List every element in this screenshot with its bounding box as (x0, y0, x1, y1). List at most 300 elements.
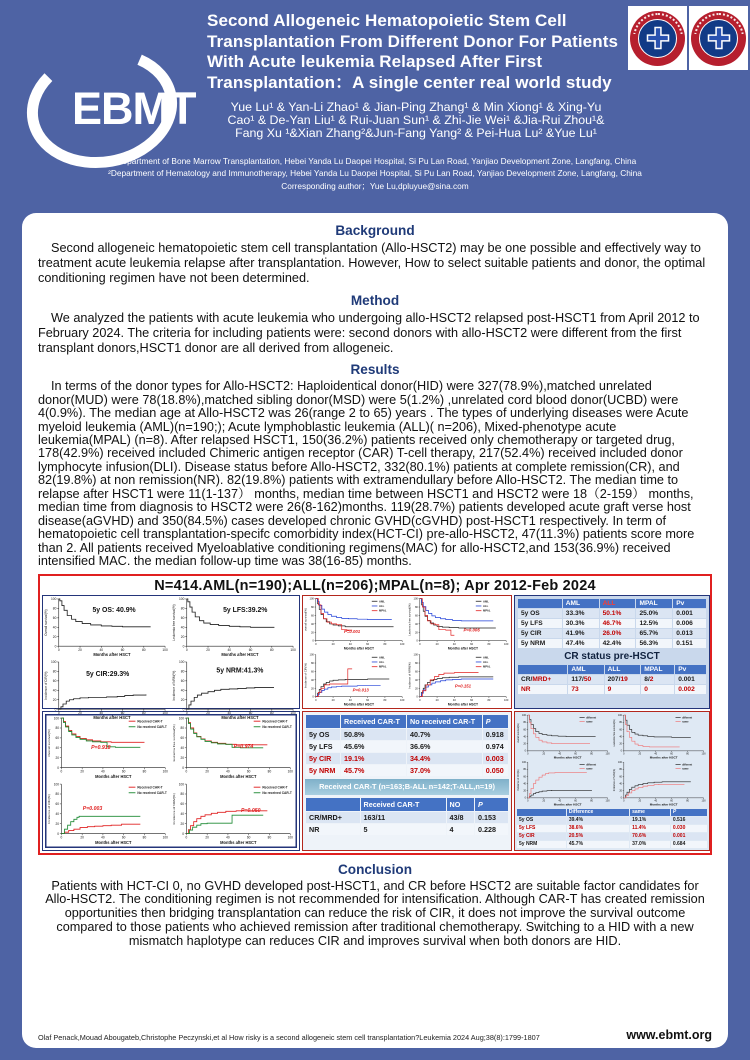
plot-lfs-by-disease (407, 596, 511, 652)
svg-text:60: 60 (248, 647, 253, 652)
cart-subgroup-heading: Received CAR-T (n=163;B-ALL n=142;T-ALL,n=19) (305, 779, 509, 795)
svg-text:80: 80 (619, 768, 623, 772)
svg-text:20: 20 (78, 710, 82, 715)
svg-text:Incidence of CIR(%): Incidence of CIR(%) (44, 671, 49, 700)
svg-text:Months after HSCT: Months after HSCT (93, 651, 131, 657)
plot-os-by-donor (516, 713, 612, 761)
svg-text:100: 100 (53, 781, 60, 786)
svg-text:Incidence of NRM(%): Incidence of NRM(%) (613, 768, 617, 792)
svg-text:80: 80 (180, 606, 185, 611)
plot-nrm-by-disease (407, 652, 511, 708)
svg-text:60: 60 (120, 647, 125, 652)
title-line: Transplantation：A single center real world study (207, 72, 612, 92)
svg-text:100: 100 (178, 781, 185, 786)
svg-text:Months after HSCT: Months after HSCT (553, 754, 582, 759)
svg-text:80: 80 (686, 799, 689, 803)
panel-donor-match-curves (514, 711, 710, 851)
svg-text:40: 40 (52, 625, 57, 630)
svg-text:60: 60 (55, 735, 60, 740)
poster-title (207, 11, 635, 93)
svg-text:Months after HSCT: Months after HSCT (95, 773, 132, 779)
svg-text:20: 20 (414, 630, 418, 634)
svg-text:60: 60 (55, 801, 60, 806)
table-cart-response: Received CAR-T NO P CR/MRD+ 163/11 43/8 0.153 NR 5 4 0.228 (305, 797, 509, 836)
svg-text:same: same (682, 767, 689, 771)
svg-text:P=0.013: P=0.013 (352, 686, 369, 693)
svg-text:80: 80 (686, 752, 689, 756)
svg-text:20: 20 (619, 742, 623, 746)
svg-text:Months after HSCT: Months after HSCT (221, 651, 259, 657)
svg-text:Incidence of NRM(%): Incidence of NRM(%) (172, 792, 177, 825)
svg-text:20: 20 (180, 755, 185, 760)
svg-text:20: 20 (180, 634, 185, 639)
svg-text:80: 80 (523, 720, 527, 724)
svg-text:different: different (682, 715, 693, 719)
svg-text:40: 40 (226, 769, 230, 774)
svg-text:P=0.050: P=0.050 (241, 807, 261, 814)
plot-nrm-by-cart (171, 781, 296, 847)
svg-text:0: 0 (419, 698, 421, 702)
svg-text:40: 40 (348, 698, 352, 702)
svg-text:AML: AML (379, 598, 385, 603)
svg-text:60: 60 (180, 678, 185, 683)
svg-text:40: 40 (55, 745, 60, 750)
svg-text:20: 20 (638, 799, 642, 803)
poster-body (22, 213, 728, 1048)
svg-text:No received CAR-T: No received CAR-T (137, 724, 167, 729)
svg-text:60: 60 (574, 752, 578, 756)
svg-text:0: 0 (54, 643, 57, 648)
svg-text:100: 100 (53, 715, 60, 720)
svg-text:0: 0 (57, 831, 60, 836)
svg-text:40: 40 (99, 710, 104, 715)
svg-text:Incidence of NRM(%): Incidence of NRM(%) (408, 661, 412, 689)
svg-text:20: 20 (542, 752, 546, 756)
svg-text:0: 0 (623, 752, 625, 756)
svg-text:100: 100 (50, 596, 57, 601)
table-outcomes-by-disease: AML ALL MPAL Pv 5y OS 33.3% 50.1% 25.0% 0.001 5y LFS 30.3% 46.7% 12.5% 0.006 5y CIR 41.9% 26.0% 65.7% 0.013 5y NRM 47.4% 42.4% 56.3% 0.151 (517, 598, 707, 649)
svg-text:Received CAR-T: Received CAR-T (262, 718, 288, 724)
svg-text:80: 80 (383, 698, 387, 702)
svg-text:overall survival(%): overall survival(%) (517, 722, 521, 743)
svg-text:0: 0 (312, 639, 314, 643)
panel-overall-outcomes (42, 595, 300, 720)
svg-text:80: 80 (523, 768, 527, 772)
svg-text:100: 100 (309, 597, 314, 601)
svg-text:same: same (682, 719, 689, 723)
svg-text:Months after HSCT: Months after HSCT (447, 645, 479, 650)
svg-text:80: 80 (267, 835, 272, 840)
svg-text:0: 0 (315, 698, 317, 702)
results-text: In terms of the donor types for Allo-HSCT2: Haploidentical donor(HID) were 327(78.9%),matched unrelated donor(MUD) were 78(18.8%),matched sibling donor(MSD) were 5(1.2%) ,unrelated cord blood donor(UCBD) were 4(0.9%). The median age at Allo-HSCT2 was 26(range 2 to 65) years . The types of underlying diseases were Acute myeloid leukemia (AML)(n=190;); Acute lymphoblastic leukemia (ALL)( n=206), Mixed-phenotype acute leukemia(MPAL) (n=8). After relapsed HSCT1, 150(36.2%) patients received only chemotherapy or targeted drug, 178(42.9%) received included Chimeric antigen receptor (CAR) T-cell therapy, 217(52.4%) received included donor lymphocyte infusion(DLI). Disease status before Allo-HSCT2, 332(80.1%) patients at complete remission(CR), and 82(19.8%) at non remission(NR). 82(19.8%) patients with extramendullary before Allo-HSCT2. The median time to relapse after HSCT1 were 11(1-137） months, median time between HSCT1 and HSCT2 were 18（2-159） months, median time from diagnosis to HSCT2 were 26(8-162)months. 119(28.7%) patients developed acute graft verse host disease(aGVHD) and 350(84.5%) cases developed chronic GVHD(cGVHD) post-HSCT1 respectively. In term of hematopoietic cell transplantation-specifc comorbidity index(HCT-CI) pre-allo-HSCT2, 47(11.3%) patients score more than 2. All patients received Myeloablative conditioning regimens(MAC) for allo-HSCT2,and 153(36.9%) received intensified MAC. the median follow-up time was 38(16-85) months. (38, 379, 695, 569)
svg-text:Months after HSCT: Months after HSCT (343, 701, 375, 706)
svg-text:Received CAR-T: Received CAR-T (137, 718, 163, 724)
authors (190, 101, 642, 140)
svg-text:60: 60 (246, 769, 251, 774)
svg-text:40: 40 (619, 735, 623, 739)
svg-text:20: 20 (331, 698, 335, 702)
svg-text:No received CAR-T: No received CAR-T (262, 790, 292, 795)
svg-text:60: 60 (414, 613, 418, 618)
svg-text:20: 20 (206, 647, 210, 652)
svg-text:60: 60 (470, 698, 474, 702)
svg-text:100: 100 (504, 642, 509, 646)
panel-disease-type-curves (302, 595, 512, 709)
svg-text:20: 20 (523, 789, 527, 793)
svg-text:20: 20 (435, 698, 439, 702)
svg-text:0: 0 (54, 706, 57, 711)
svg-text:80: 80 (414, 661, 418, 665)
svg-text:80: 80 (142, 835, 147, 840)
svg-text:40: 40 (227, 647, 232, 652)
svg-text:20: 20 (638, 752, 642, 756)
results-figure (38, 574, 712, 855)
title-line: With Acute leukemia Relapsed After First (207, 52, 543, 72)
svg-text:0: 0 (416, 695, 418, 699)
svg-text:MPAL: MPAL (379, 608, 387, 613)
svg-text:40: 40 (558, 752, 562, 756)
svg-text:P=0.918: P=0.918 (91, 744, 111, 751)
table-donor-outcomes: Difference same P 5y OS 39.4% 19.1% 0.516 5y LFS 38.6% 11.4% 0.030 5y CIR 20.5% 70.6% 0.001 5y NRM 45.7% 37.0% 0.684 (516, 808, 708, 849)
svg-text:60: 60 (574, 799, 578, 803)
svg-text:0: 0 (524, 796, 527, 800)
svg-text:100: 100 (50, 659, 57, 664)
svg-text:Months after HSCT: Months after HSCT (649, 802, 678, 807)
svg-text:different: different (682, 763, 693, 767)
svg-text:20: 20 (435, 642, 439, 646)
svg-text:5y CIR:29.3%: 5y CIR:29.3% (86, 670, 130, 678)
hospital-logos (628, 6, 748, 70)
svg-text:20: 20 (52, 697, 57, 702)
plot-lfs-by-cart (171, 715, 296, 781)
svg-text:P=0.151: P=0.151 (454, 682, 472, 688)
svg-text:ALL: ALL (379, 603, 385, 608)
svg-text:40: 40 (101, 769, 105, 774)
svg-text:MPAL: MPAL (483, 608, 491, 613)
svg-text:0: 0 (57, 710, 60, 715)
svg-text:80: 80 (270, 710, 274, 715)
ebmt-website: www.ebmt.org (626, 1028, 712, 1042)
svg-text:20: 20 (331, 642, 335, 646)
svg-text:Received CAR-T: Received CAR-T (262, 784, 288, 790)
svg-text:100: 100 (309, 653, 314, 657)
svg-text:0: 0 (185, 835, 188, 840)
svg-text:0: 0 (182, 643, 185, 648)
svg-text:40: 40 (310, 622, 314, 626)
svg-text:5y NRM:41.3%: 5y NRM:41.3% (216, 666, 264, 674)
svg-text:40: 40 (414, 622, 418, 626)
svg-text:same: same (586, 719, 593, 723)
ebmt-logo-text: EBMT (72, 83, 196, 134)
svg-text:80: 80 (142, 769, 147, 774)
svg-text:0: 0 (416, 639, 418, 643)
svg-text:100: 100 (701, 752, 706, 756)
svg-text:60: 60 (310, 613, 314, 618)
svg-text:60: 60 (180, 801, 185, 806)
plot-5y-cir (43, 659, 171, 722)
svg-text:Overall survival(%): Overall survival(%) (47, 728, 52, 757)
poster-header (0, 0, 750, 213)
svg-text:60: 60 (366, 642, 370, 646)
svg-text:40: 40 (310, 678, 314, 682)
svg-text:0: 0 (419, 642, 421, 646)
method-heading: Method (350, 292, 400, 308)
svg-text:20: 20 (523, 742, 527, 746)
svg-text:100: 100 (521, 761, 527, 765)
authors-line: Cao¹ & De-Yan Liu¹ & Rui-Juan Sun¹ & Zhi-Jie Wei¹ &Jia-Rui Zhou¹& (227, 112, 605, 127)
svg-text:Months after HSCT: Months after HSCT (553, 802, 582, 807)
panel-cart-curves (42, 711, 300, 851)
plot-os-by-disease (303, 596, 407, 652)
svg-text:80: 80 (52, 669, 57, 674)
svg-text:5y OS: 40.9%: 5y OS: 40.9% (92, 606, 136, 614)
svg-text:80: 80 (52, 606, 57, 611)
svg-text:80: 80 (142, 710, 146, 715)
svg-text:20: 20 (55, 821, 60, 826)
svg-text:100: 100 (400, 642, 405, 646)
svg-text:ALL: ALL (483, 659, 489, 664)
svg-text:0: 0 (185, 769, 188, 774)
svg-text:AML: AML (483, 654, 489, 659)
svg-text:40: 40 (52, 688, 57, 693)
svg-text:0: 0 (623, 799, 625, 803)
plot-5y-lfs (171, 596, 299, 659)
svg-text:ALL: ALL (483, 603, 489, 608)
svg-text:Received CAR-T: Received CAR-T (137, 784, 163, 790)
svg-text:80: 80 (310, 605, 314, 609)
svg-text:0: 0 (182, 706, 185, 711)
beijing-ludaopei-hospital-logo (689, 6, 748, 70)
hospital-seal-icon (630, 11, 685, 66)
title-line: Transplantation From Different Donor For Patients (207, 31, 619, 51)
svg-text:60: 60 (523, 775, 527, 779)
svg-text:100: 100 (413, 597, 418, 601)
ebmt-crescent-icon (22, 44, 202, 172)
svg-text:20: 20 (80, 835, 84, 840)
svg-text:MPAL: MPAL (379, 664, 387, 669)
svg-text:20: 20 (310, 686, 314, 690)
svg-text:Months after HSCT: Months after HSCT (343, 645, 375, 650)
svg-text:80: 80 (487, 642, 491, 646)
svg-text:leukemia free survival(%): leukemia free survival(%) (172, 723, 177, 761)
svg-text:40: 40 (226, 835, 230, 840)
svg-text:20: 20 (180, 697, 185, 702)
svg-text:80: 80 (310, 661, 314, 665)
svg-text:Leukemia free survival(%): Leukemia free survival(%) (613, 718, 617, 747)
svg-text:80: 80 (267, 769, 272, 774)
svg-text:100: 100 (162, 710, 168, 715)
svg-text:No received CAR-T: No received CAR-T (137, 790, 167, 795)
svg-text:AML: AML (483, 598, 489, 603)
svg-text:60: 60 (366, 698, 370, 702)
svg-text:40: 40 (180, 745, 185, 750)
svg-text:40: 40 (523, 735, 527, 739)
svg-text:80: 80 (270, 647, 274, 652)
svg-text:Overall survival(%): Overall survival(%) (44, 608, 49, 636)
plot-os-by-cart (46, 715, 171, 781)
svg-text:60: 60 (121, 835, 126, 840)
svg-text:80: 80 (180, 669, 185, 674)
svg-text:40: 40 (414, 678, 418, 682)
svg-text:80: 80 (180, 791, 185, 796)
svg-text:40: 40 (227, 710, 232, 715)
svg-text:0: 0 (185, 647, 188, 652)
svg-text:0: 0 (315, 642, 317, 646)
svg-text:40: 40 (55, 811, 60, 816)
authors-line: Fang Xu ¹&Xian Zhang²&Jun-Fang Yang² & Pei-Hua Lu² &Yue Lu¹ (235, 125, 597, 140)
svg-text:100: 100 (605, 752, 610, 756)
svg-text:20: 20 (52, 634, 57, 639)
svg-text:100: 100 (178, 659, 185, 664)
plot-5y-os (43, 596, 171, 659)
ebmt-logo (22, 44, 202, 172)
svg-text:100: 100 (162, 647, 168, 652)
svg-text:P=0.006: P=0.006 (463, 626, 480, 632)
svg-text:ALL: ALL (379, 659, 385, 664)
svg-text:Months after HSCT: Months after HSCT (93, 714, 131, 720)
svg-text:Months after HSCT: Months after HSCT (221, 714, 259, 720)
svg-text:60: 60 (670, 752, 674, 756)
svg-text:different: different (586, 715, 597, 719)
svg-text:20: 20 (205, 769, 209, 774)
svg-text:same: same (586, 767, 593, 771)
corresponding-author: Corresponding author；Yue Lu,dpluyue@sina.com (281, 180, 469, 191)
svg-text:20: 20 (80, 769, 84, 774)
svg-text:0: 0 (527, 752, 529, 756)
table-cr-status: AML ALL MPAL Pv CR/MRD+ 117/50 207/19 8/2 0.001 NR 73 9 0 0.002 (517, 664, 707, 695)
svg-text:80: 80 (590, 799, 593, 803)
svg-text:40: 40 (452, 698, 456, 702)
svg-text:100: 100 (701, 799, 706, 803)
affiliation-line: ¹Department of Bone Marrow Transplantation, Hebei Yanda Lu Daopei Hospital, Si Pu Lan Road, Yanjiao Development Zone, Langfang, China (113, 156, 637, 166)
title-line: Second Allogeneic Hematopoietic Stem Cell (207, 11, 567, 30)
affiliations (15, 155, 735, 192)
svg-text:40: 40 (558, 799, 562, 803)
panel-cart-tables (302, 711, 512, 851)
svg-text:20: 20 (206, 710, 210, 715)
svg-text:40: 40 (101, 835, 105, 840)
svg-text:100: 100 (178, 596, 185, 601)
svg-text:100: 100 (287, 769, 293, 774)
svg-text:P=0.003: P=0.003 (82, 805, 103, 812)
svg-text:Incidence of CIR(%): Incidence of CIR(%) (517, 769, 521, 791)
svg-text:P=0.001: P=0.001 (343, 628, 361, 634)
svg-text:80: 80 (619, 720, 623, 724)
svg-text:No received CAR-T: No received CAR-T (262, 724, 292, 729)
svg-text:40: 40 (180, 688, 185, 693)
svg-text:Incidence of CIR(%): Incidence of CIR(%) (304, 662, 308, 688)
svg-text:80: 80 (55, 791, 60, 796)
svg-text:100: 100 (617, 761, 623, 765)
svg-text:60: 60 (180, 735, 185, 740)
svg-text:60: 60 (121, 769, 126, 774)
svg-text:0: 0 (185, 710, 188, 715)
svg-text:60: 60 (414, 669, 418, 674)
svg-text:100: 100 (290, 710, 296, 715)
svg-text:20: 20 (619, 789, 623, 793)
svg-text:0: 0 (524, 749, 527, 753)
plot-cir-by-donor (516, 760, 612, 808)
svg-text:Months after HSCT: Months after HSCT (649, 754, 678, 759)
svg-text:0: 0 (620, 749, 623, 753)
affiliation-line: ²Department of Hematology and Immunotherapy, Hebei Yanda Lu Daopei Hospital, Si Pu Lan Road, Yanjiao Development Zone, Langfang, China (108, 168, 642, 179)
footer (38, 1028, 712, 1042)
svg-text:60: 60 (619, 727, 623, 731)
svg-text:MPAL: MPAL (483, 664, 491, 669)
hospital-seal-icon (691, 11, 746, 66)
svg-text:80: 80 (55, 725, 60, 730)
svg-text:100: 100 (413, 653, 418, 657)
svg-text:60: 60 (180, 615, 185, 620)
plot-5y-nrm (171, 659, 299, 722)
svg-text:0: 0 (60, 835, 63, 840)
plot-lfs-by-donor (612, 713, 708, 761)
svg-text:60: 60 (246, 835, 251, 840)
svg-text:20: 20 (78, 647, 82, 652)
background-text: Second allogeneic hematopoietic stem cell transplantation (Allo-HSCT2) may be one possible and effectively way to treatment acute leukemia relapse after transplantation. However, How to select suitable patients and donor, the optimal conditioning regimen have not been determined. (38, 241, 706, 286)
svg-text:60: 60 (310, 669, 314, 674)
svg-text:different: different (586, 763, 597, 767)
svg-text:100: 100 (605, 799, 610, 803)
svg-text:40: 40 (619, 782, 623, 786)
background-heading: Background (335, 223, 415, 238)
medical-cross-icon (706, 25, 732, 51)
svg-text:Months after HSCT: Months after HSCT (220, 839, 257, 845)
svg-text:40: 40 (348, 642, 352, 646)
plot-cir-by-disease (303, 652, 407, 708)
svg-text:40: 40 (452, 642, 456, 646)
svg-text:Incidence of CIR(%): Incidence of CIR(%) (47, 793, 52, 824)
cr-status-heading: CR status pre-HSCT (564, 650, 660, 662)
svg-text:40: 40 (180, 811, 185, 816)
authors-line: Yue Lu¹ & Yan-Li Zhao¹ & Jian-Ping Zhang¹ & Min Xiong¹ & Xing-Yu (230, 100, 602, 114)
svg-text:80: 80 (590, 752, 593, 756)
svg-text:40: 40 (654, 752, 658, 756)
svg-text:20: 20 (542, 799, 546, 803)
conclusion-heading: Conclusion (337, 861, 412, 877)
svg-text:80: 80 (142, 647, 146, 652)
hebei-yanda-hospital-logo (628, 6, 687, 70)
plot-nrm-by-donor (612, 760, 708, 808)
svg-text:20: 20 (180, 821, 185, 826)
svg-text:20: 20 (414, 686, 418, 690)
results-heading: Results (350, 362, 400, 378)
svg-text:40: 40 (180, 625, 185, 630)
svg-text:Incidence of NRM(%): Incidence of NRM(%) (172, 670, 177, 701)
plot-cir-by-cart (46, 781, 171, 847)
svg-text:0: 0 (182, 765, 185, 770)
medical-cross-icon (645, 25, 671, 51)
svg-text:40: 40 (99, 647, 104, 652)
svg-text:60: 60 (670, 799, 674, 803)
svg-text:100: 100 (162, 835, 168, 840)
svg-text:40: 40 (523, 782, 527, 786)
table-cart-outcomes: Received CAR-T No received CAR-T P 5y OS 50.8% 40.7% 0.918 5y LFS 45.6% 36.6% 0.974 5y CIR 19.1% 34.4% 0.003 5y NRM 45.7% 37.0% 0.050 (305, 714, 509, 777)
svg-text:0: 0 (312, 695, 314, 699)
svg-text:60: 60 (52, 615, 57, 620)
svg-text:0: 0 (57, 647, 60, 652)
svg-text:60: 60 (470, 642, 474, 646)
svg-text:20: 20 (205, 835, 209, 840)
figure-grid (40, 595, 710, 853)
svg-text:40: 40 (654, 799, 658, 803)
svg-text:AML: AML (379, 654, 385, 659)
method-text: We analyzed the patients with acute leukemia who undergoing allo-HSCT2 relapsed post-HSCT1 from April 2012 to February 2024. The criteria for including patients were: second donors with allo-HSCT2 were different from the first transplant donors,HSCT1 donor are all derived from allogeneic. (38, 310, 700, 356)
svg-text:60: 60 (248, 710, 253, 715)
svg-text:80: 80 (180, 725, 185, 730)
svg-text:80: 80 (487, 698, 491, 702)
svg-text:5y LFS:39.2%: 5y LFS:39.2% (223, 606, 268, 614)
